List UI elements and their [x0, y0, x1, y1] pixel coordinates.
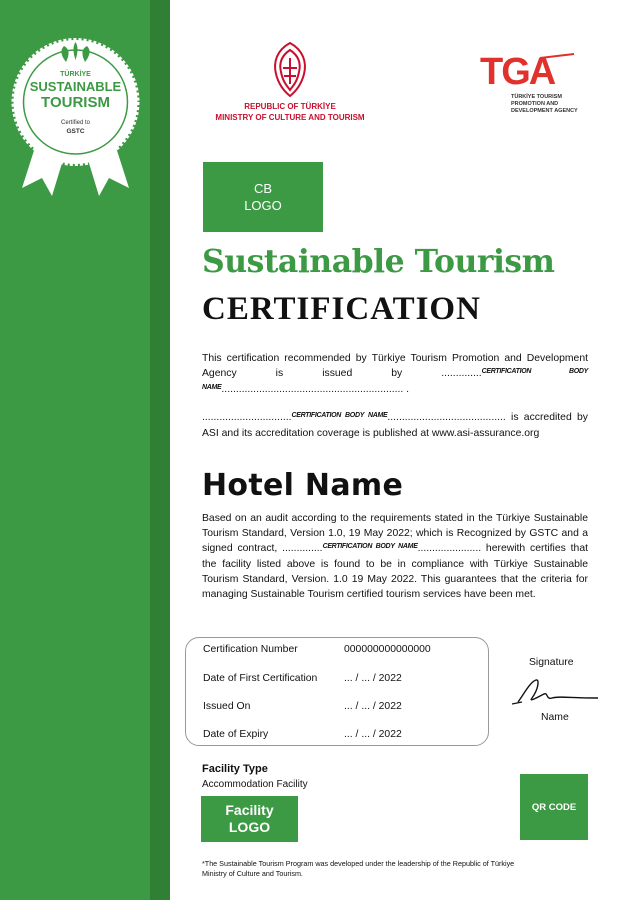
paragraph-accreditation — [202, 410, 588, 441]
sidebar-stripe — [150, 0, 170, 900]
badge-certified: Certified to — [60, 120, 91, 126]
signature-label: Signature — [529, 657, 574, 668]
paragraph-audit-text-b: ...................... herewith certifies that the facility listed above is found to be in compliance with Türkiye Sustainable Tourism Standard, Version. 1.0 19 May 2022. This guarantees that the criteria for managing Sustainable Tourism certified tourism services have been met. — [202, 543, 589, 600]
tga-line3: DEVELOPMENT AGENCY — [511, 108, 578, 114]
cb-name-placeholder: CERTIFICATION BODY NAME — [291, 412, 388, 419]
sustainable-tourism-badge — [8, 38, 143, 198]
badge-sustainable: SUSTAINABLE — [29, 79, 122, 94]
cb-name-placeholder: CERTIFICATION BODY NAME — [322, 543, 418, 550]
facility-type-label: Facility Type — [202, 763, 268, 775]
paragraph-audit — [202, 511, 588, 602]
tga-wordmark-text: TGA — [480, 51, 555, 88]
cert-value-expiry: ... / ... / 2022 — [344, 729, 402, 740]
cert-value-first-date: ... / ... / 2022 — [344, 673, 402, 684]
hotel-name: Hotel Name — [202, 468, 404, 503]
cert-label-first-date: Date of First Certification — [203, 673, 318, 684]
signature-mark — [510, 674, 602, 710]
badge-gstc: GSTC — [66, 128, 85, 135]
cb-name-placeholder: CERTIFICATION BODY NAME — [202, 368, 588, 391]
tga-logo — [478, 50, 608, 115]
tga-line2: PROMOTION AND — [511, 101, 559, 107]
paragraph-audit-text-a: Based on an audit according to the requirements stated in the Türkiye Sustainable Tourism Standard, Version 1.0, 19 May 2022; which is Recognized by GSTC and a signed contract, .............. — [202, 513, 588, 554]
cert-label-issued-on: Issued On — [203, 701, 251, 712]
cert-label-expiry: Date of Expiry — [203, 729, 269, 740]
tga-line1: TÜRKİYE TOURISM — [511, 94, 562, 100]
badge-country: TÜRKİYE — [60, 71, 91, 78]
certification-details-box — [185, 637, 489, 746]
badge-tourism: TOURISM — [41, 94, 110, 111]
ministry-line2: MINISTRY OF CULTURE AND TOURISM — [215, 113, 365, 122]
paragraph-issued-by-text-a: This certification recommended by Türkiye Tourism Promotion and Development Agency is issued by .............. — [202, 353, 588, 379]
ministry-emblem-icon — [267, 40, 313, 98]
title-sustainable-tourism: Sustainable Tourism — [202, 243, 555, 280]
tga-wordmark — [478, 50, 608, 88]
cert-value-number: 000000000000000 — [344, 644, 431, 655]
paragraph-issued-by — [202, 351, 588, 398]
title-certification: CERTIFICATION — [202, 291, 481, 327]
cb-logo: CB LOGO — [203, 162, 323, 232]
cert-label-number: Certification Number — [203, 644, 298, 655]
signature-name: Name — [541, 712, 569, 723]
cert-value-issued-on: ... / ... / 2022 — [344, 701, 402, 712]
qr-code: QR CODE — [520, 774, 588, 840]
paragraph-issued-by-text-b: ............................................................... . — [221, 384, 410, 395]
paragraph-accreditation-text-a: ............................... — [202, 412, 292, 423]
facility-type-value: Accommodation Facility — [202, 779, 308, 790]
ministry-line1: REPUBLIC OF TÜRKİYE — [244, 102, 336, 111]
paragraph-accreditation-text-b: ......................................... is accredited by ASI and its accreditation coverage is published at www.asi-assurance.org — [202, 412, 588, 439]
footnote: *The Sustainable Tourism Program was developed under the leadership of the Republic of Türkiye Ministry of Culture and Tourism. — [202, 859, 515, 878]
facility-logo: Facility LOGO — [201, 796, 298, 842]
ministry-logo — [200, 40, 380, 123]
